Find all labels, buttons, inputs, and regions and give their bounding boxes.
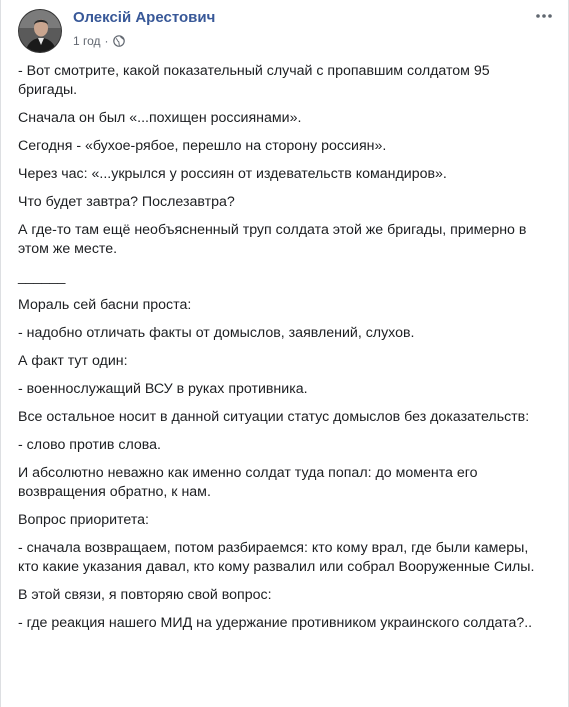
post-paragraph: - где реакция нашего МИД на удержание противником украинского солдата?..	[18, 615, 533, 631]
post-paragraph: И абсолютно неважно как именно солдат туда попал: до момента его возвращения обратно, к нам.	[18, 465, 482, 500]
post-paragraph: - надобно отличать факты от домыслов, заявлений, слухов.	[18, 325, 415, 341]
post-paragraph: - Вот смотрите, какой показательный случай с пропавшим солдатом 95 бригады.	[18, 63, 494, 98]
author-avatar[interactable]	[18, 9, 62, 53]
post-paragraph: А где-то там ещё необъясненный труп солдата этой же бригады, примерно в этом же месте.	[18, 222, 531, 257]
post-paragraph: А факт тут один:	[18, 353, 128, 369]
post-timestamp[interactable]: 1 год	[73, 34, 101, 48]
post-paragraph: Что будет завтра? Послезавтра?	[18, 194, 235, 210]
post-paragraph: Сначала он был «...похищен россиянами».	[18, 110, 302, 126]
post-meta	[73, 34, 125, 48]
post-paragraph: Мораль сей басни проста:	[18, 297, 192, 313]
post-paragraph: В этой связи, я повторяю свой вопрос:	[18, 587, 272, 603]
post-paragraph: Вопрос приоритета:	[18, 512, 149, 528]
author-name[interactable]: Олексій Арестович	[73, 9, 216, 26]
post-divider-line: ______	[18, 269, 66, 285]
post-header	[1, 0, 568, 62]
post-paragraph: Сегодня - «бухое-рябое, перешло на сторону россиян».	[18, 138, 387, 154]
post-paragraph: - сначала возвращаем, потом разбираемся: кто кому врал, где были камеры, кто какие указания давал, кто кому развалил или собрал Вооруженные Силы.	[18, 540, 535, 575]
meta-separator: ·	[104, 34, 109, 48]
post-paragraph: Через час: «...укрылся у россиян от издевательств командиров».	[18, 166, 447, 182]
post-body	[18, 62, 538, 642]
post-paragraph: - слово против слова.	[18, 437, 161, 453]
avatar-photo	[19, 10, 62, 53]
globe-icon[interactable]	[113, 35, 125, 47]
post-paragraph: - военнослужащий ВСУ в руках противника.	[18, 381, 308, 397]
more-horizontal-icon[interactable]	[534, 8, 554, 24]
post-paragraph: Все остальное носит в данной ситуации статус домыслов без доказательств:	[18, 409, 530, 425]
